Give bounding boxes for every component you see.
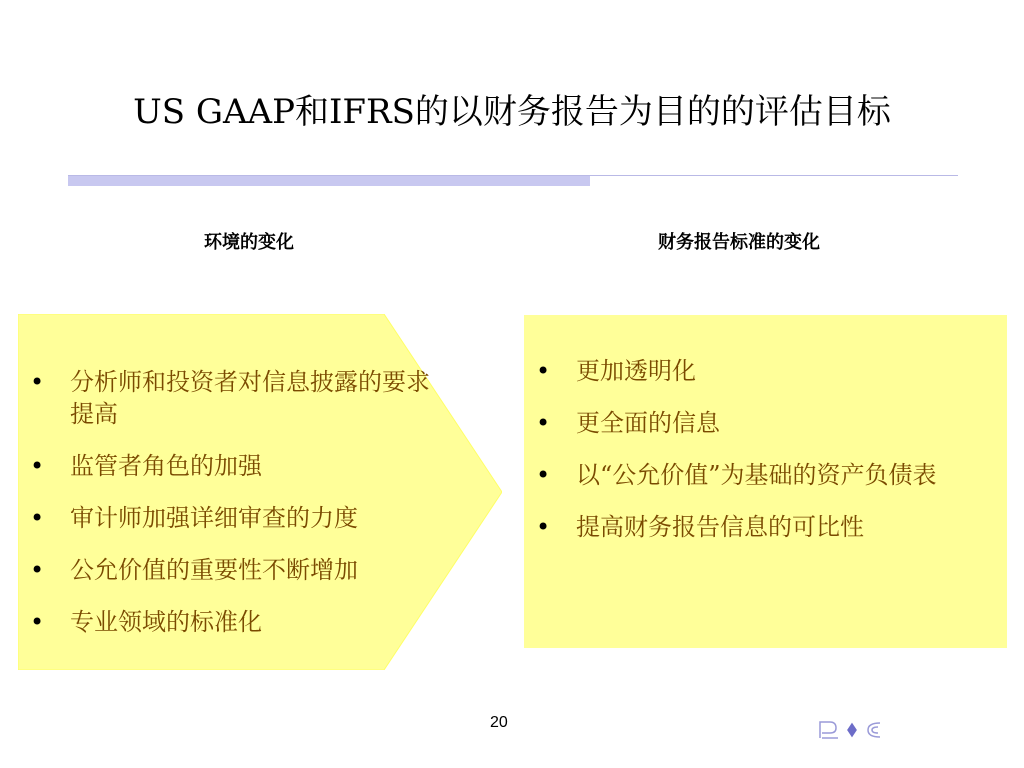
list-item: • 以“公允价值”为基础的资产负债表 — [536, 461, 937, 489]
list-item: • 更加透明化 — [536, 357, 696, 385]
bullet-icon: • — [30, 608, 45, 636]
bullet-icon: • — [536, 513, 551, 541]
bullet-icon: • — [536, 461, 551, 489]
bullet-icon: • — [30, 556, 45, 584]
list-item: • 监管者角色的加强 — [30, 452, 262, 480]
right-heading: 财务报告标准的变化 — [658, 232, 820, 253]
bullet-icon: • — [536, 357, 551, 385]
list-item: • 分析师和投资者对信息披露的要求提高 — [30, 368, 430, 428]
bullet-icon: • — [30, 504, 45, 532]
list-item: • 审计师加强详细审查的力度 — [30, 504, 358, 532]
pwc-logo-icon — [818, 718, 888, 740]
left-heading: 环境的变化 — [204, 232, 294, 253]
list-item: • 更全面的信息 — [536, 409, 720, 437]
bullet-icon: • — [30, 452, 45, 480]
list-item: • 提高财务报告信息的可比性 — [536, 513, 864, 541]
page-number: 20 — [490, 714, 508, 731]
bullet-icon: • — [30, 368, 45, 396]
title-rule-thick — [68, 176, 590, 186]
bullet-icon: • — [536, 409, 551, 437]
list-item: • 专业领域的标准化 — [30, 608, 262, 636]
right-bullet-list — [536, 355, 986, 563]
left-bullet-list — [30, 366, 430, 658]
list-item: • 公允价值的重要性不断增加 — [30, 556, 358, 584]
slide-title: US GAAP和IFRS的以财务报告为目的的评估目标 — [133, 92, 891, 132]
